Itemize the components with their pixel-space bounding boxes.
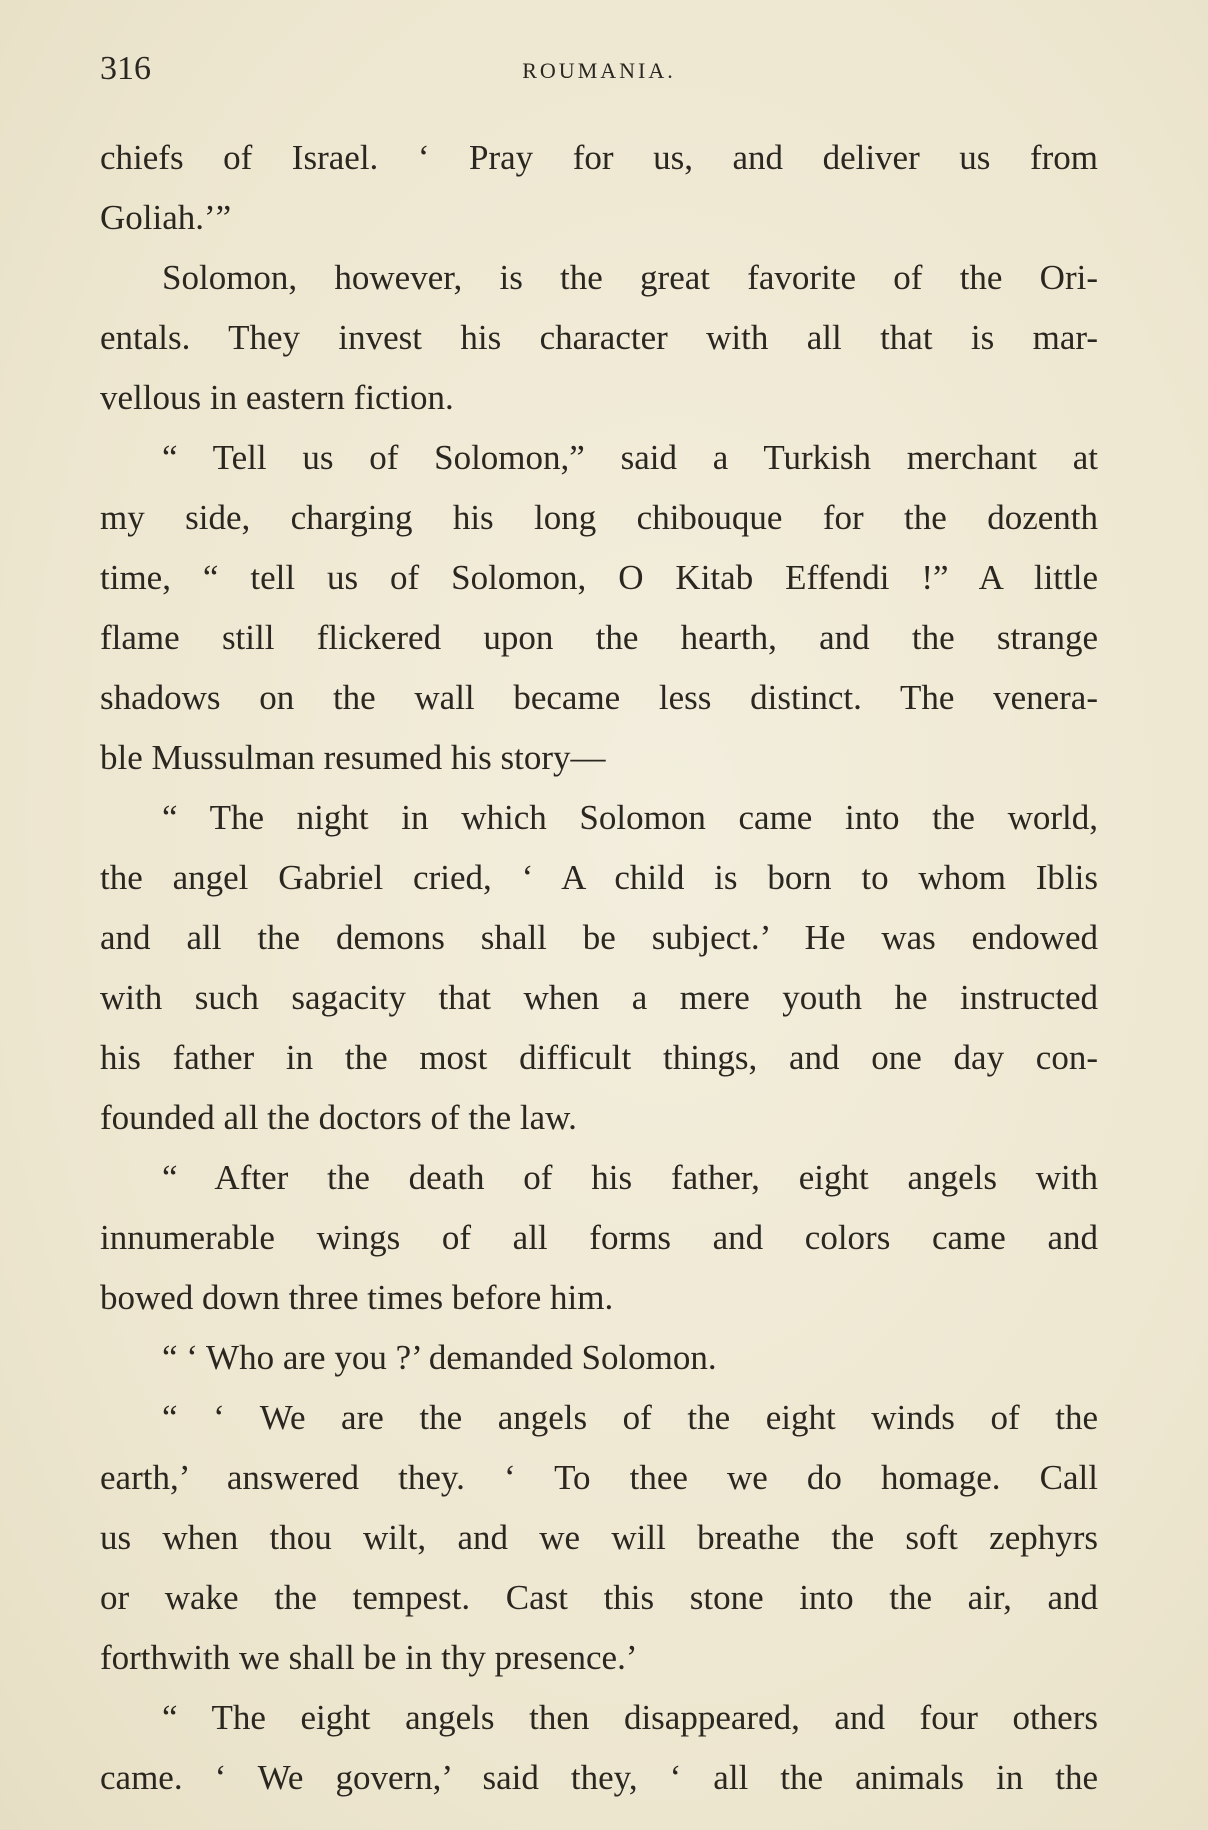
running-title: ROUMANIA. — [522, 58, 676, 83]
body-text — [100, 128, 1098, 1808]
text-line: earth,’ answered they. ‘ To thee we do homage. Call — [100, 1458, 1098, 1497]
text-line: shadows on the wall became less distinct. The venera- — [100, 678, 1098, 717]
text-line: with such sagacity that when a mere youth he instructed — [100, 978, 1098, 1017]
text-line: or wake the tempest. Cast this stone into the air, and — [100, 1578, 1098, 1617]
text-line: Goliah.’” — [100, 198, 232, 237]
text-line: chiefs of Israel. ‘ Pray for us, and deliver us from — [100, 138, 1098, 177]
text-line: entals. They invest his character with all that is mar- — [100, 318, 1098, 357]
text-line: “ Tell us of Solomon,” said a Turkish merchant at — [162, 438, 1098, 477]
text-line: came. ‘ We govern,’ said they, ‘ all the animals in the — [100, 1758, 1098, 1797]
text-line: the angel Gabriel cried, ‘ A child is born to whom Iblis — [100, 858, 1098, 897]
page-number: 316 — [100, 50, 151, 87]
text-line: ble Mussulman resumed his story— — [100, 738, 606, 777]
text-line: us when thou wilt, and we will breathe the soft zephyrs — [100, 1518, 1098, 1557]
text-line: and all the demons shall be subject.’ He was endowed — [100, 918, 1098, 957]
text-line: “ After the death of his father, eight angels with — [162, 1158, 1098, 1197]
text-line: founded all the doctors of the law. — [100, 1098, 577, 1137]
text-line: “ ‘ Who are you ?’ demanded Solomon. — [162, 1338, 717, 1377]
text-line: flame still flickered upon the hearth, and the strange — [100, 618, 1098, 657]
text-line: his father in the most difficult things, and one day con- — [100, 1038, 1098, 1077]
text-line: “ ‘ We are the angels of the eight winds of the — [162, 1398, 1098, 1437]
text-line: time, “ tell us of Solomon, O Kitab Effendi !” A little — [100, 558, 1098, 597]
text-line: forthwith we shall be in thy presence.’ — [100, 1638, 638, 1677]
text-line: “ The eight angels then disappeared, and four others — [162, 1698, 1098, 1737]
text-line: bowed down three times before him. — [100, 1278, 614, 1317]
text-line: my side, charging his long chibouque for the dozenth — [100, 498, 1098, 537]
text-line: innumerable wings of all forms and colors came and — [100, 1218, 1098, 1257]
text-line: vellous in eastern fiction. — [100, 378, 454, 417]
text-line: “ The night in which Solomon came into the world, — [162, 798, 1098, 837]
text-line: Solomon, however, is the great favorite of the Ori- — [162, 258, 1098, 297]
page-header — [100, 44, 1098, 94]
